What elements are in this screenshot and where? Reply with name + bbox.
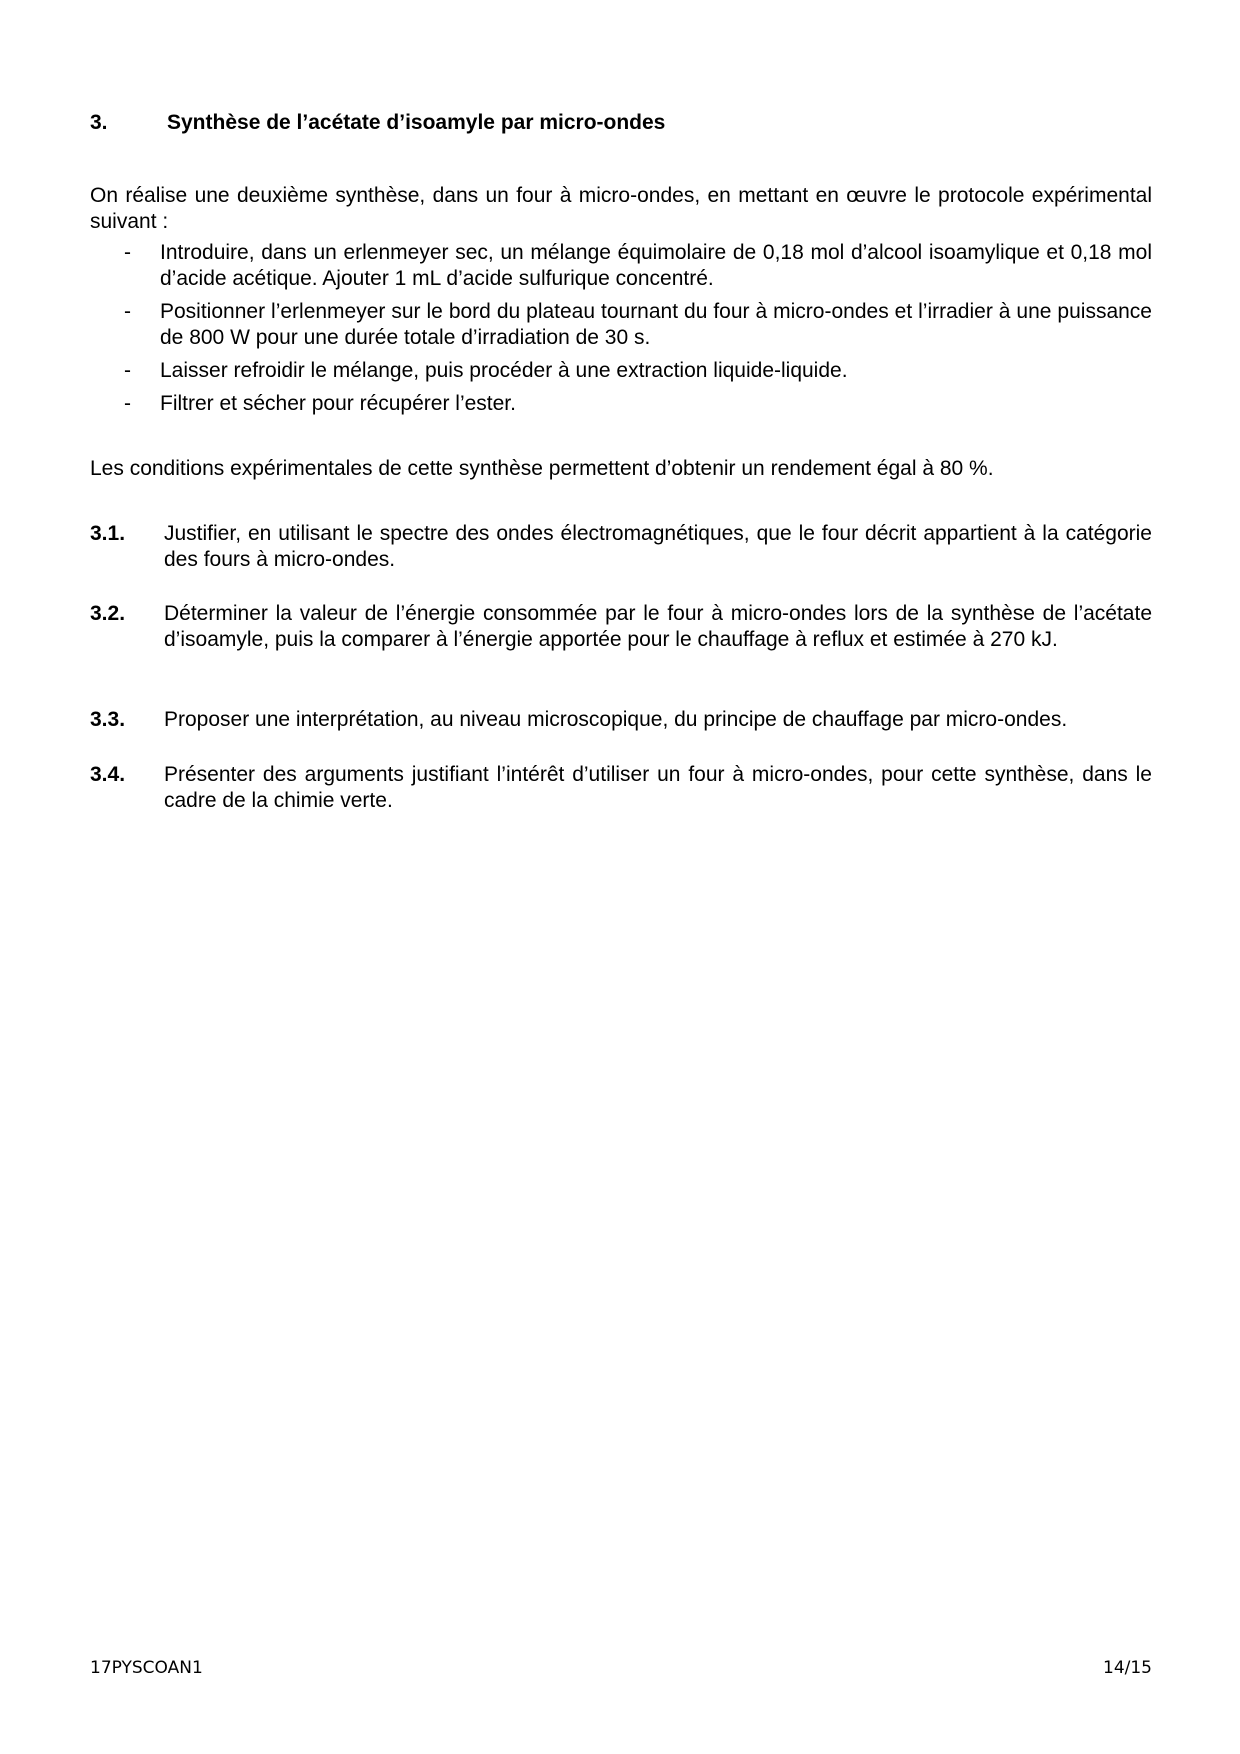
list-item	[90, 240, 1152, 292]
bullet-dash: -	[124, 241, 131, 264]
question-3-3	[90, 707, 1152, 733]
question-number: 3.3.	[90, 708, 126, 731]
question-number: 3.4.	[90, 763, 126, 786]
question-3-1	[90, 521, 1152, 573]
footer-document-code: 17PYSCOAN1	[90, 1658, 203, 1678]
bullet-text: Filtrer et sécher pour récupérer l’ester.	[160, 392, 516, 415]
section-number: 3.	[90, 111, 108, 134]
bullet-dash: -	[124, 300, 131, 323]
section-title: Synthèse de l’acétate d’isoamyle par micro-ondes	[167, 111, 666, 134]
bullet-dash: -	[124, 392, 131, 415]
list-item	[90, 391, 1152, 417]
list-item	[90, 299, 1152, 351]
intro-paragraph: On réalise une deuxième synthèse, dans un four à micro-ondes, en mettant en œuvre le protocole expérimental suivant :	[90, 184, 1152, 233]
question-text: Proposer une interprétation, au niveau microscopique, du principe de chauffage par micro-ondes.	[164, 708, 1068, 731]
question-text: Présenter des arguments justifiant l’intérêt d’utiliser un four à micro-ondes, pour cette synthèse, dans le cadre de la chimie verte.	[164, 763, 1152, 812]
question-3-4	[90, 762, 1152, 814]
question-text: Déterminer la valeur de l’énergie consommée par le four à micro-ondes lors de la synthèse de l’acétate d’isoamyle, puis la comparer à l’énergie apportée pour le chauffage à reflux et estimée à 270 kJ.	[164, 602, 1152, 651]
bullet-dash: -	[124, 359, 131, 382]
bullet-text: Introduire, dans un erlenmeyer sec, un mélange équimolaire de 0,18 mol d’alcool isoamylique et 0,18 mol d’acide acétique. Ajouter 1 mL d’acide sulfurique concentré.	[160, 241, 1152, 290]
question-number: 3.2.	[90, 602, 126, 625]
list-item	[90, 358, 1152, 384]
conditions-paragraph: Les conditions expérimentales de cette synthèse permettent d’obtenir un rendement égal à 80 %.	[90, 457, 994, 480]
question-number: 3.1.	[90, 522, 126, 545]
footer-page-number: 14/15	[1103, 1658, 1152, 1678]
question-3-2	[90, 601, 1152, 653]
bullet-text: Laisser refroidir le mélange, puis procéder à une extraction liquide-liquide.	[160, 359, 848, 382]
question-text: Justifier, en utilisant le spectre des ondes électromagnétiques, que le four décrit appartient à la catégorie des fours à micro-ondes.	[164, 522, 1152, 571]
protocol-list	[90, 240, 1152, 424]
section-heading	[90, 110, 665, 136]
bullet-text: Positionner l’erlenmeyer sur le bord du plateau tournant du four à micro-ondes et l’irradier à une puissance de 800 W pour une durée totale d’irradiation de 30 s.	[160, 300, 1152, 349]
